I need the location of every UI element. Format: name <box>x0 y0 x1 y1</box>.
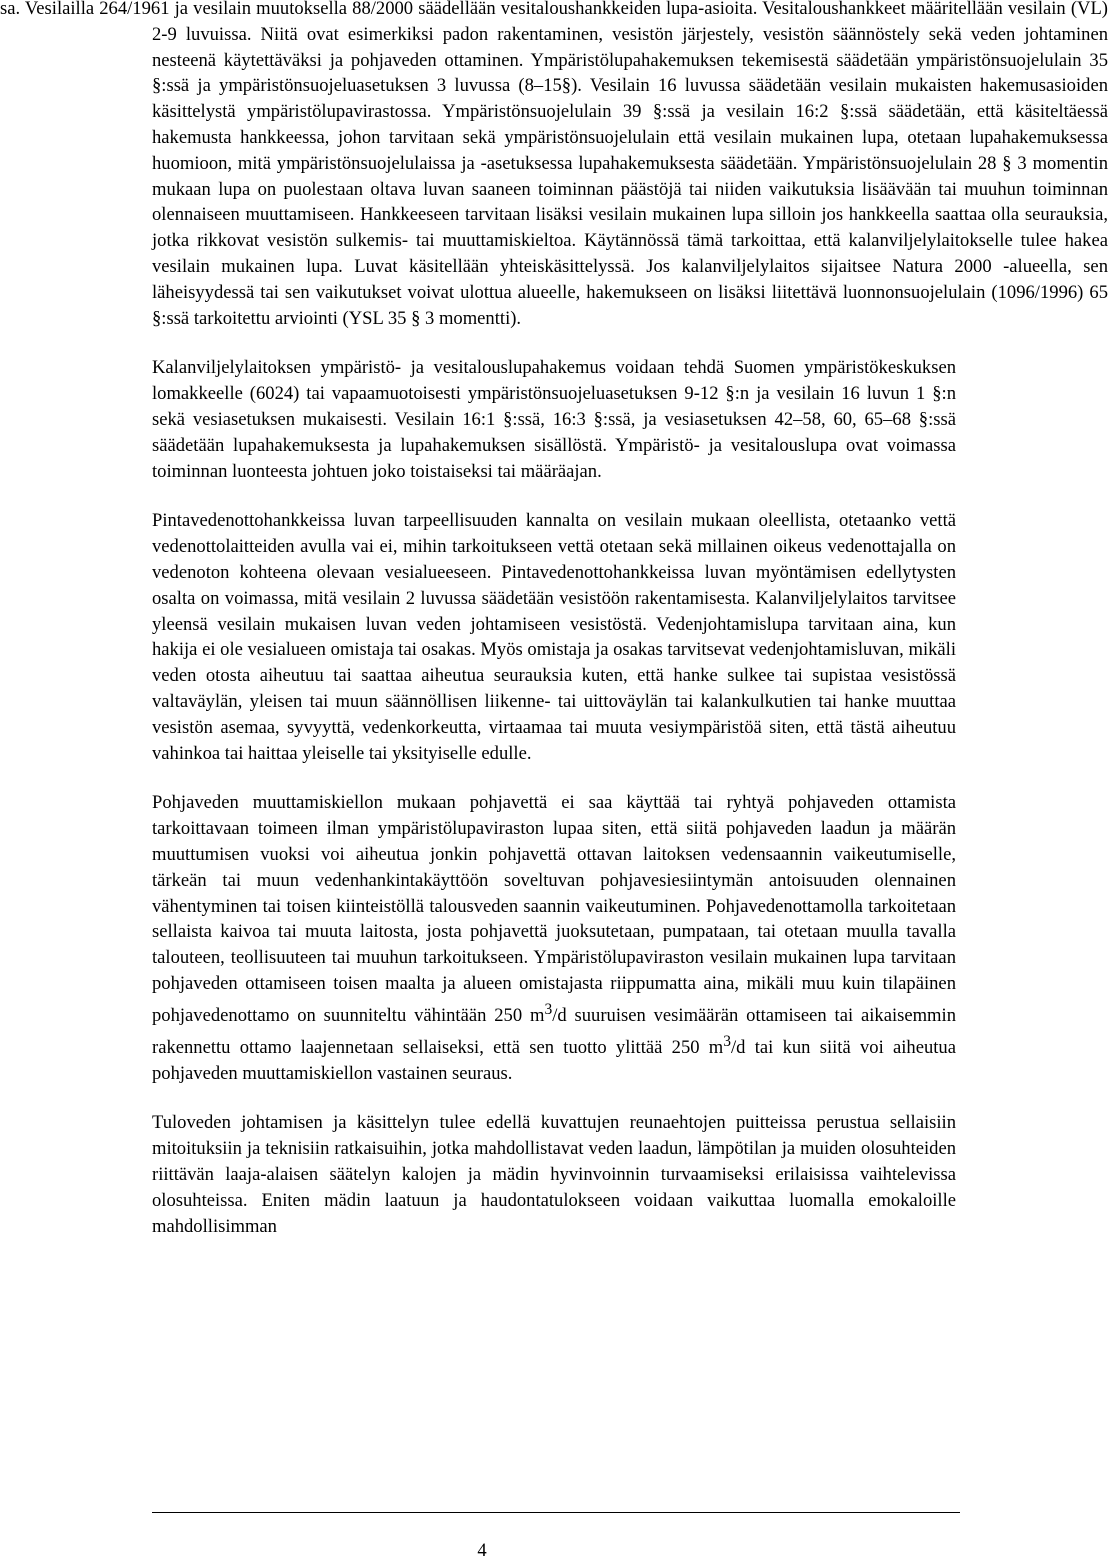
paragraph-inlet-water <box>152 1110 956 1239</box>
footer-divider <box>152 1512 960 1513</box>
superscript-exponent: 3 <box>723 1032 732 1050</box>
paragraph-text: Pintavedenottohankkeissa luvan tarpeellisuuden kannalta on vesilain mukaan oleellista, otetaanko vettä vedenottolaitteiden avulla vai ei, mihin tarkoitukseen vettä otetaan sekä millainen oikeus vedenottajalla on vedenoton kohteena olevaan vesialueeseen. Pintavedenottohankkeissa luvan myöntämisen edellytysten osalta on voimassa, mitä vesilain 2 luvussa säädetään vesistöön rakentamisesta. Kalanviljelylaitos tarvitsee yleensä vesilain mukaisen luvan veden johtamiseen vesistöstä. Vedenjohtamislupa tarvitaan aina, kun hakija ei ole vesialueen omistaja tai osakas. Myös omistaja ja osakas tarvitsevat vedenjohtamisluvan, mikäli veden otosta aiheutuu tai saattaa aiheutua seurauksia kuten, että hanke sulkee tai supistaa vesistössä valtaväylän, yleisen tai muun säännöllisen liikenne- tai uittoväylän tai kalankulkutien tai hanke muuttaa vesistön asemaa, syvyyttä, vedenkorkeutta, virtaamaa tai muuta vesiympäristöä siten, että tästä aiheutuu vahinkoa tai haittaa yleiselle tai yksityiselle edulle. <box>152 510 956 764</box>
paragraph-text: /d suuruisen vesimäärän ottamiseen tai aikaisemmin rakennettu ottamo laajennetaan sellaiseksi, että sen tuotto ylittää 250 m <box>152 1004 956 1058</box>
paragraph-text: Kalanviljelylaitoksen ympäristö- ja vesitalouslupahakemus voidaan tehdä Suomen ympäristökeskuksen lomakkeelle (6024) tai vapaamuotoisesti ympäristönsuojeluasetuksen 9-12 §:n ja vesilain 16 luvun 1 §:n sekä vesiasetuksen mukaisesti. Vesilain 16:1 §:ssä, 16:3 §:ssä, ja vesiasetuksen 42–58, 60, 65–68 §:ssä säädetään lupahakemuksesta ja lupahakemuksen sisällöstä. Ympäristö- ja vesitalouslupa ovat voimassa toiminnan luonteesta johtuen joko toistaiseksi tai määräajan. <box>152 357 956 482</box>
paragraph-text: Tuloveden johtamisen ja käsittelyn tulee edellä kuvattujen reunaehtojen puitteissa perustua sellaisiin mitoituksiin ja teknisiin ratkaisuihin, jotka mahdollistavat veden laadun, lämpötilan ja muiden olosuhteiden riittävän laaja-alaisen säätelyn kalojen ja mädin hyvinvoinnin turvaamiseksi erilaisissa vaihtelevissa olosuhteissa. Eniten mädin laatuun ja haudontatulokseen voidaan vaikuttaa luomalla emokaloille mahdollisimman <box>152 1112 956 1237</box>
paragraph-application <box>152 355 956 484</box>
superscript-exponent: 3 <box>544 1000 553 1018</box>
page-number: 4 <box>477 1540 487 1561</box>
paragraph-legal-framework <box>0 0 1108 331</box>
paragraph-text: /d tai kun siitä voi aiheutua pohjaveden muuttamiskiellon vastainen seuraus. <box>152 1036 956 1084</box>
paragraph-text: Pohjaveden muuttamiskiellon mukaan pohjavettä ei saa käyttää tai ryhtyä pohjaveden ottamista tarkoittavaan toimeen ilman ympäristölupaviraston lupaa siten, että siitä pohjaveden laadun ja määrän muuttumisen vuoksi voi aiheutua jonkin pohjavettä ottavan laitoksen vedensaannin vaikeutumiselle, tärkeän tai muun vedenhankintakäyttöön soveltuvan pohjavesiesiintymän antoisuuden olennainen vähentyminen tai toisen kiinteistöllä talousveden saannin vaikeutuminen. Pohjavedenottamolla tarkoitetaan sellaista kaivoa tai muuta laitosta, josta pohjavettä juoksutetaan, pumpataan, tai otetaan muulla tavalla talouteen, teollisuuteen tai muuhun tarkoitukseen. Ympäristölupaviraston vesilain mukainen lupa tarvitaan pohjaveden ottamiseen toisen maalta ja alueen omistajasta riippumatta aina, mikäli muu kuin tilapäinen pohjavedenottamo on suunniteltu vähintään 250 m <box>152 792 956 1026</box>
paragraph-groundwater <box>152 790 956 1086</box>
paragraph-surface-water <box>152 508 956 766</box>
paragraph-text: sa. Vesilailla 264/1961 ja vesilain muutoksella 88/2000 säädellään vesitaloushankkeiden lupa-asioita. Vesitaloushankkeet määritellään vesilain (VL) 2-9 luvuissa. Niitä ovat esimerkiksi padon rakentaminen, vesistön järjestely, vesistön säännöstely sekä veden johtaminen nesteenä käytettäväksi ja pohjaveden ottaminen. Ympäristölupahakemuksen tekemisestä säädetään ympäristönsuojelulain 35 §:ssä ja ympäristönsuojeluasetuksen 3 luvussa (8–15§). Vesilain 16 luvussa säädetään vesilain mukaisten hakemusasioiden käsittelystä ympäristölupavirastossa. Ympäristönsuojelulain 39 §:ssä ja vesilain 16:2 §:ssä säädetään, että käsiteltäessä hakemusta hankkeessa, johon tarvitaan sekä ympäristönsuojelulain että vesilain mukainen lupa, otetaan lupahakemuksessa huomioon, mitä ympäristönsuojelulaissa ja -asetuksessa lupahakemuksesta säädetään. Ympäristönsuojelulain 28 § 3 momentin mukaan lupa on puolestaan oltava luvan saaneen toiminnan päästöjä tai niiden vaikutuksia lisäävään tai muuhun toiminnan olennaiseen muuttamiseen. Hankkeeseen tarvitaan lisäksi vesilain mukainen lupa silloin jos hankkeella saattaa olla seurauksia, jotka rikkovat vesistön sulkemis- tai muuttamiskieltoa. Käytännössä tämä tarkoittaa, että kalanviljelylaitokselle tulee hakea vesilain mukainen lupa. Luvat käsitellään yhteiskäsittelyssä. Jos kalanviljelylaitos sijaitsee Natura 2000 -alueella, sen läheisyydessä tai sen vaikutukset voivat ulottua alueelle, hakemukseen on lisäksi liitettävä luonnonsuojelulain (1096/1996) 65 §:ssä tarkoitettu arviointi (YSL 35 § 3 momentti). <box>0 0 1108 329</box>
